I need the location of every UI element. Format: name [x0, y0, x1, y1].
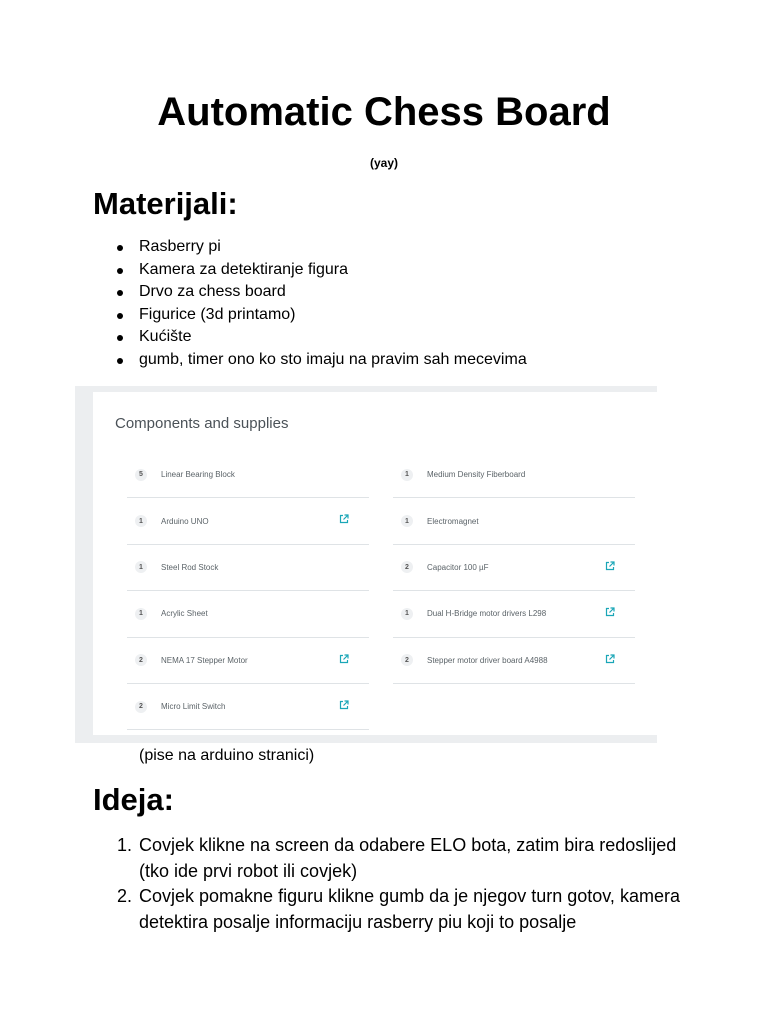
- component-row: [127, 545, 369, 591]
- components-column-left: [127, 452, 369, 730]
- document-subtitle: (yay): [369, 156, 398, 170]
- component-name: Arduino UNO: [161, 516, 209, 526]
- external-link-icon[interactable]: [339, 700, 349, 710]
- materials-item: Kućište: [93, 326, 527, 349]
- component-name: Medium Density Fiberboard: [427, 470, 526, 480]
- materials-item: Figurice (3d printamo): [93, 304, 527, 327]
- component-name: Steel Rod Stock: [161, 562, 219, 572]
- materials-item: Rasberry pi: [93, 236, 527, 259]
- component-quantity: 2: [401, 561, 413, 573]
- component-quantity: 1: [401, 515, 413, 527]
- component-row: [127, 591, 369, 637]
- external-link-icon[interactable]: [605, 654, 615, 664]
- idea-item-number: 1.: [117, 835, 133, 855]
- component-quantity: 1: [135, 608, 147, 620]
- document-title: Automatic Chess Board: [157, 90, 611, 134]
- component-quantity: 1: [135, 515, 147, 527]
- external-link-icon[interactable]: [339, 654, 349, 664]
- components-panel: [93, 392, 657, 735]
- external-link-icon[interactable]: [339, 514, 349, 524]
- materials-item: Drvo za chess board: [93, 281, 527, 304]
- component-quantity: 2: [135, 701, 147, 713]
- component-name: Dual H-Bridge motor drivers L298: [427, 609, 547, 619]
- component-name: Stepper motor driver board A4988: [427, 655, 548, 665]
- component-name: Linear Bearing Block: [161, 470, 235, 480]
- idea-item-text: Covjek klikne na screen da odabere ELO bota, zatim bira redoslijed (tko ide prvi robot ili covjek): [139, 835, 677, 881]
- materials-item: gumb, timer ono ko sto imaju na pravim sah mecevima: [93, 349, 527, 372]
- materials-item: Kamera za detektiranje figura: [93, 259, 527, 282]
- component-row: [127, 452, 369, 498]
- idea-list: [93, 833, 693, 935]
- component-name: Acrylic Sheet: [161, 609, 208, 619]
- materials-heading: Materijali:: [93, 186, 238, 221]
- component-name: NEMA 17 Stepper Motor: [161, 655, 248, 665]
- component-row: [393, 638, 635, 684]
- idea-item: [93, 884, 693, 935]
- component-row: [393, 452, 635, 498]
- external-link-icon[interactable]: [605, 607, 615, 617]
- components-screenshot: [75, 386, 657, 743]
- component-row: [393, 545, 635, 591]
- materials-list: [93, 236, 527, 372]
- external-link-icon[interactable]: [605, 561, 615, 571]
- idea-item-number: 2.: [117, 886, 133, 906]
- component-row: [393, 498, 635, 544]
- component-quantity: 5: [135, 469, 147, 481]
- screenshot-caption: (pise na arduino stranici): [139, 747, 315, 764]
- idea-item: [93, 833, 693, 884]
- idea-heading: Ideja:: [93, 782, 174, 817]
- component-row: [127, 638, 369, 684]
- component-quantity: 1: [135, 561, 147, 573]
- component-row: [393, 591, 635, 637]
- component-quantity: 2: [135, 654, 147, 666]
- component-name: Micro Limit Switch: [161, 702, 226, 712]
- components-title: Components and supplies: [115, 415, 289, 432]
- idea-item-text: Covjek pomakne figuru klikne gumb da je njegov turn gotov, kamera detektira posalje informaciju rasberry piu koji to posalje: [139, 886, 680, 932]
- component-quantity: 1: [401, 469, 413, 481]
- component-name: Electromagnet: [427, 516, 479, 526]
- component-quantity: 2: [401, 654, 413, 666]
- component-row: [127, 498, 369, 544]
- component-name: Capacitor 100 µF: [427, 562, 489, 572]
- component-row: [127, 684, 369, 730]
- component-quantity: 1: [401, 608, 413, 620]
- components-column-right: [393, 452, 635, 684]
